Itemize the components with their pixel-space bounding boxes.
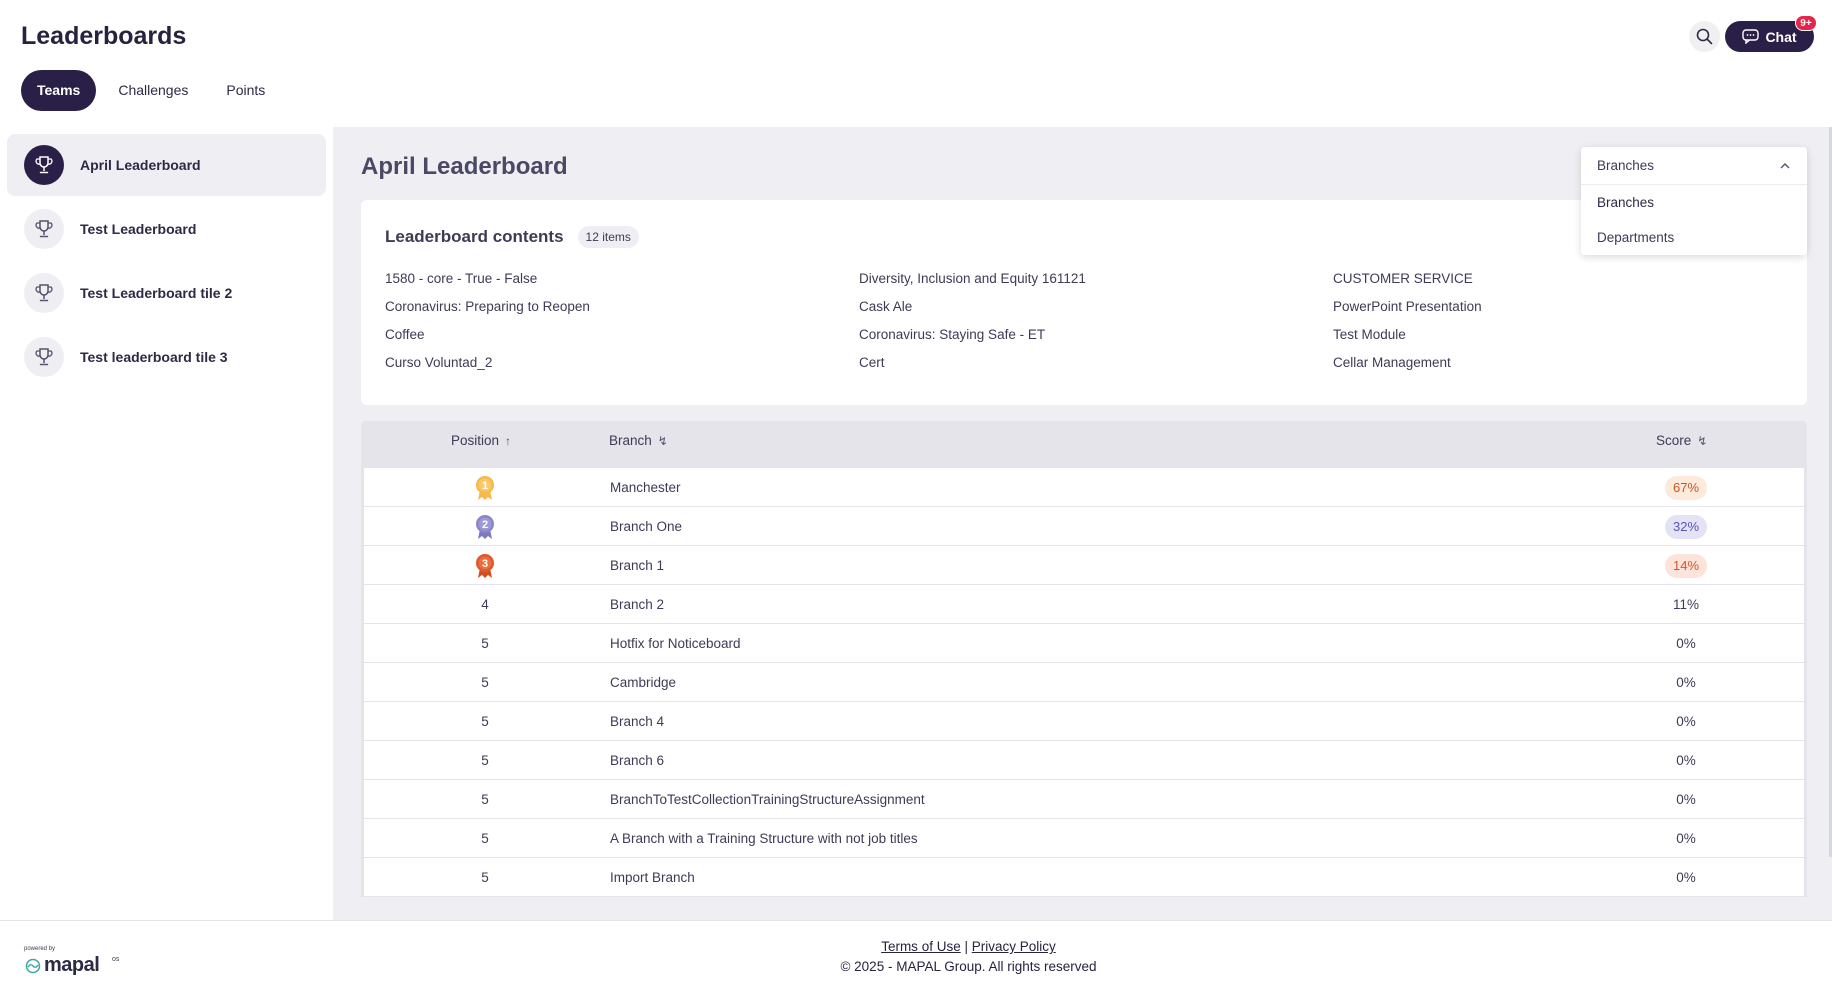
sidebar-item-test-leaderboard-tile-3[interactable] (7, 326, 326, 388)
search-button[interactable] (1689, 21, 1720, 52)
leaderboard-table (361, 421, 1807, 897)
tab-challenges[interactable]: Challenges (118, 82, 189, 98)
link-separator: | (964, 939, 968, 954)
column-label: Score (1656, 433, 1692, 448)
chat-label: Chat (1765, 28, 1797, 45)
position-cell: 5 (481, 831, 489, 846)
brand-suffix: os (112, 956, 120, 963)
score-cell: 0% (1676, 831, 1696, 846)
footer-links (0, 939, 1832, 954)
table-row (364, 663, 1804, 702)
sort-icon: ↯ (1697, 434, 1708, 448)
sort-icon: ↯ (657, 434, 668, 448)
table-row (364, 585, 1804, 624)
score-cell: 0% (1676, 636, 1696, 651)
dropdown-selected-label: Branches (1597, 158, 1655, 173)
score-cell (1664, 546, 1708, 585)
dropdown-option-departments[interactable]: Departments (1597, 230, 1675, 245)
table-row (364, 819, 1804, 858)
dropdown-selected[interactable] (1581, 147, 1807, 185)
score-cell (1664, 507, 1708, 546)
content-item: Cellar Management (1333, 355, 1451, 370)
table-row (364, 624, 1804, 663)
footer (0, 920, 1832, 986)
sidebar-item-test-leaderboard-tile-2[interactable] (7, 262, 326, 324)
table-header (361, 421, 1807, 461)
trophy-icon (24, 209, 64, 249)
branch-cell: Import Branch (610, 870, 695, 885)
score-cell: 0% (1676, 792, 1696, 807)
chat-notification-badge: 9+ (1795, 15, 1817, 31)
branch-cell: Cambridge (610, 675, 677, 690)
contents-title: Leaderboard contents (385, 227, 564, 246)
content-item: Cert (859, 355, 885, 370)
position-cell: 4 (481, 597, 489, 612)
column-header-score[interactable] (1656, 421, 1707, 461)
chevron-up-icon (1779, 162, 1791, 170)
brand-name: mapal (44, 954, 100, 976)
position-cell (364, 507, 606, 546)
branch-cell: Manchester (610, 480, 681, 495)
top-header (0, 0, 1832, 127)
score-cell: 0% (1676, 753, 1696, 768)
table-row (364, 858, 1804, 897)
content-item: CUSTOMER SERVICE (1333, 271, 1473, 286)
silver-medal-icon (474, 514, 496, 540)
chat-icon (1742, 29, 1759, 44)
sidebar-item-label: April Leaderboard (80, 157, 201, 173)
branch-cell: Branch 4 (610, 714, 665, 729)
dropdown-option-branches[interactable]: Branches (1597, 195, 1655, 210)
table-row (364, 780, 1804, 819)
content-item: Curso Voluntad_2 (385, 355, 493, 370)
position-cell (364, 546, 606, 585)
sidebar-item-label: Test Leaderboard (80, 221, 197, 237)
score-cell: 0% (1676, 870, 1696, 885)
content-item: Diversity, Inclusion and Equity 161121 (859, 271, 1086, 286)
trophy-icon (24, 337, 64, 377)
column-label: Position (451, 433, 500, 448)
position-cell: 5 (481, 636, 489, 651)
position-cell: 5 (481, 792, 489, 807)
position-cell: 5 (481, 675, 489, 690)
medal-number: 2 (481, 518, 489, 531)
score-cell: 11% (1672, 597, 1700, 612)
branch-cell: Branch 1 (610, 558, 665, 573)
score-badge: 14% (1665, 554, 1707, 578)
score-badge: 67% (1665, 476, 1707, 500)
column-header-position[interactable] (451, 421, 511, 461)
medal-number: 3 (481, 557, 489, 570)
sidebar-item-label: Test leaderboard tile 3 (80, 349, 228, 365)
items-count-badge: 12 items (578, 226, 639, 248)
branch-cell: Branch 2 (610, 597, 665, 612)
leaderboard-title: April Leaderboard (361, 153, 568, 180)
sidebar-item-april-leaderboard[interactable] (7, 134, 326, 196)
content-item: PowerPoint Presentation (1333, 299, 1482, 314)
sort-asc-icon: ↑ (505, 434, 512, 448)
table-row (364, 507, 1804, 546)
score-cell: 0% (1676, 714, 1696, 729)
branch-cell: Branch 6 (610, 753, 665, 768)
branch-cell: Branch One (610, 519, 683, 534)
branch-cell: A Branch with a Training Structure with not job titles (610, 831, 918, 846)
content-item: 1580 - core - True - False (385, 271, 538, 286)
privacy-policy-link[interactable]: Privacy Policy (971, 939, 1056, 954)
position-cell: 5 (481, 870, 489, 885)
powered-by-label: powered by (24, 946, 56, 952)
table-row (364, 702, 1804, 741)
terms-of-use-link[interactable]: Terms of Use (881, 939, 961, 954)
content-item: Coffee (385, 327, 425, 342)
bronze-medal-icon (474, 553, 496, 579)
score-badge: 32% (1665, 515, 1707, 539)
table-row (364, 546, 1804, 585)
position-cell: 5 (481, 753, 489, 768)
column-label: Branch (609, 433, 652, 448)
content-item: Coronavirus: Staying Safe - ET (859, 327, 1046, 342)
table-row (364, 468, 1804, 507)
column-header-branch[interactable] (609, 421, 668, 461)
search-icon (1696, 28, 1713, 45)
score-cell (1664, 468, 1708, 507)
medal-number: 1 (481, 479, 489, 492)
copyright: © 2025 - MAPAL Group. All rights reserved (840, 959, 1097, 974)
group-by-dropdown[interactable] (1581, 147, 1807, 255)
trophy-icon (24, 273, 64, 313)
contents-list (385, 270, 1795, 372)
gold-medal-icon (474, 475, 496, 501)
leaderboard-sidebar (0, 127, 333, 920)
score-cell: 0% (1676, 675, 1696, 690)
content-item: Coronavirus: Preparing to Reopen (385, 299, 590, 314)
content-item: Cask Ale (859, 299, 913, 314)
branch-cell: Hotfix for Noticeboard (610, 636, 741, 651)
sidebar-item-label: Test Leaderboard tile 2 (80, 285, 233, 301)
tab-teams[interactable]: Teams (21, 70, 96, 111)
tab-bar (21, 70, 281, 111)
branch-cell: BranchToTestCollectionTrainingStructureAssignment (610, 792, 925, 807)
page-title: Leaderboards (21, 22, 187, 50)
tab-points[interactable]: Points (226, 82, 266, 98)
content-item: Test Module (1333, 327, 1406, 342)
table-body (361, 461, 1807, 897)
table-row (364, 741, 1804, 780)
position-cell: 5 (481, 714, 489, 729)
contents-header (385, 226, 639, 248)
position-cell (364, 468, 606, 507)
trophy-icon (24, 145, 64, 185)
sidebar-item-test-leaderboard[interactable] (7, 198, 326, 260)
